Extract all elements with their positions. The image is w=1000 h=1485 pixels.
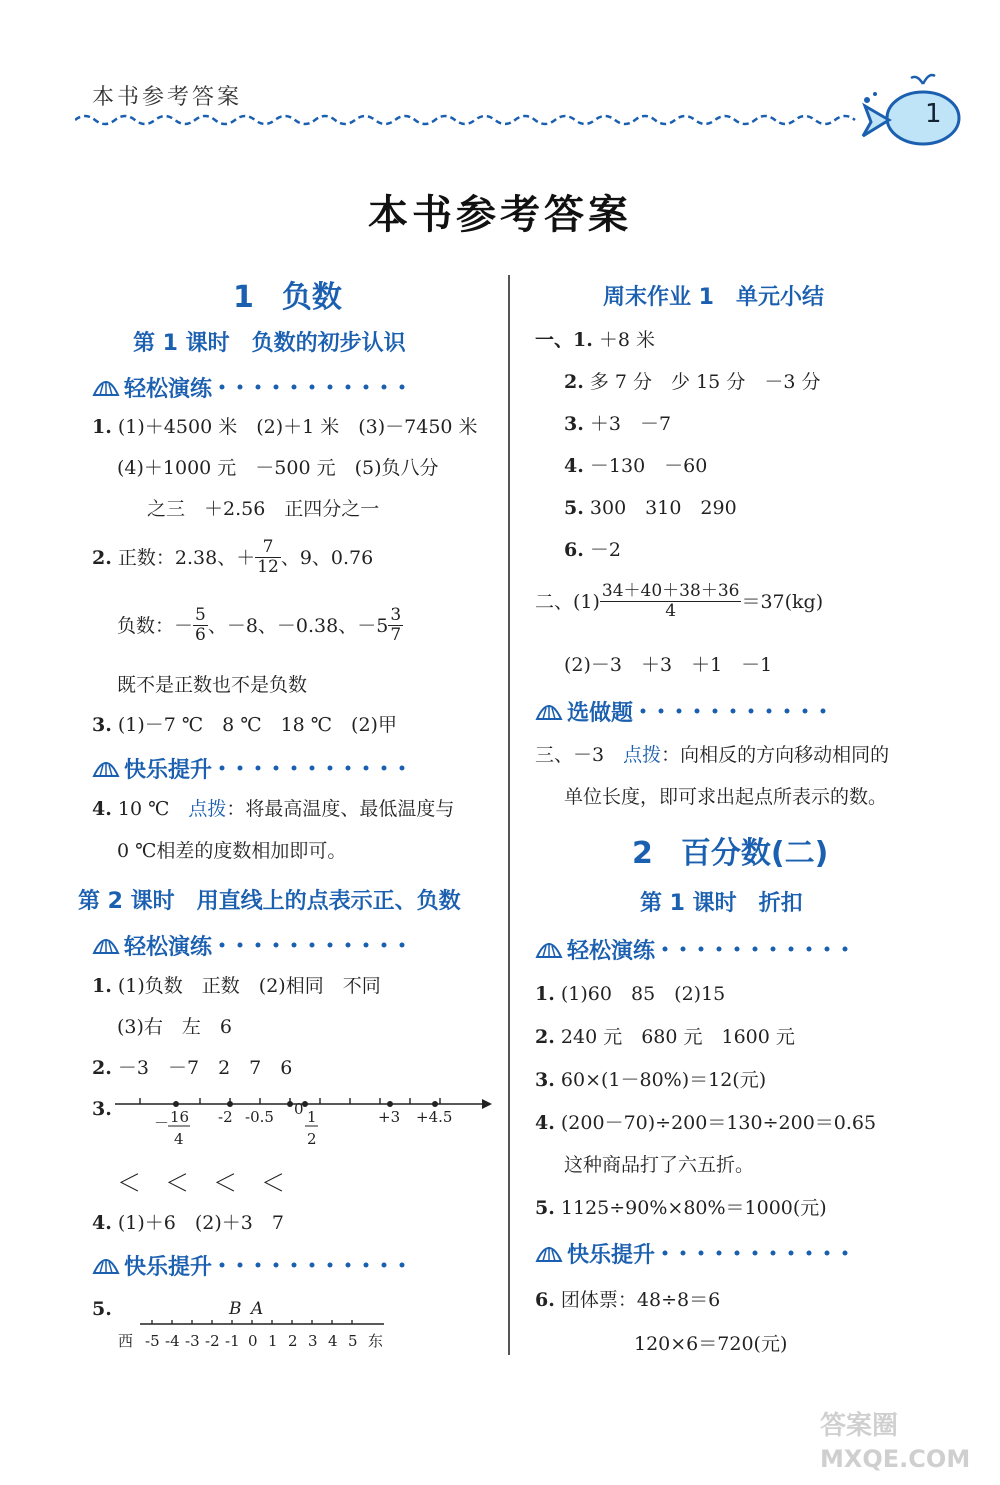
answer-item: 0 ℃相差的度数相加即可。	[117, 840, 347, 862]
section-easy-practice	[535, 934, 861, 964]
running-title: 本书参考答案	[92, 85, 243, 110]
tick-label: -0.5	[245, 1108, 274, 1126]
page-title: 本书参考答案	[368, 192, 632, 238]
answer-item: 4. (1)＋6 (2)＋3 7	[92, 1212, 284, 1234]
answer-item: 二、(1) $\frac{34+40+38+36}{4}$ ＝37(kg)	[535, 581, 824, 621]
dots-decoration	[639, 706, 839, 716]
tick-label: 0	[248, 1332, 258, 1350]
tick-label: -1	[225, 1332, 240, 1350]
shell-icon	[535, 937, 563, 961]
section-easy-practice	[92, 930, 418, 960]
answer-item: 之三 ＋2.56 正四分之一	[147, 498, 380, 520]
fraction: $\frac{7}{12}$	[257, 537, 279, 577]
fraction: $\frac{3}{7}$	[390, 605, 402, 645]
page-number: 1	[925, 99, 942, 129]
shell-icon	[92, 756, 120, 780]
answer-item: (4)＋1000 元 －500 元 (5)负八分	[117, 457, 439, 479]
answer-item: 3. (1)－7 ℃ 8 ℃ 18 ℃ (2)甲	[92, 714, 397, 736]
section-optional	[535, 696, 839, 726]
answer-item: 三、－3 点拨：向相反的方向移动相同的	[535, 744, 890, 766]
answer-item: 单位长度，即可求出起点所表示的数。	[564, 786, 888, 808]
point-label-a: A	[251, 1299, 264, 1319]
answer-item: 4. －130 －60	[564, 455, 708, 477]
section-label: 轻松演练	[124, 376, 213, 402]
answer-item: 6. 团体票：48÷8＝6	[535, 1289, 721, 1311]
tick-label: +4.5	[416, 1108, 453, 1126]
answer-item: 2. 240 元 680 元 1600 元	[535, 1026, 795, 1048]
tick-label: -2	[218, 1108, 233, 1126]
tick-label-den: 4	[174, 1130, 184, 1148]
watermark-url: MXQE.COM	[820, 1445, 971, 1473]
dots-decoration	[218, 382, 418, 392]
tick-label: +3	[378, 1108, 401, 1126]
point-label-b: B	[229, 1299, 242, 1319]
answer-item: 4. (200－70)÷200＝130÷200＝0.65	[535, 1112, 877, 1134]
answer-item: (2)－3 ＋3 ＋1 －1	[564, 654, 773, 676]
lesson-title: 第 1 课时 折扣	[640, 891, 803, 916]
number-line-q3	[110, 1088, 500, 1158]
answer-item: 这种商品打了六五折。	[564, 1154, 755, 1176]
whale-icon	[855, 70, 965, 150]
answer-item: 3. ＋3 －7	[564, 413, 672, 435]
chapter-2-heading	[632, 828, 828, 872]
chapter-name: 负数	[281, 280, 342, 315]
answer-item: 一、1. ＋8 米	[535, 329, 656, 351]
answer-item: 3.	[92, 1098, 112, 1120]
section-happy-improve	[92, 1250, 418, 1280]
answer-item: 1. (1)60 85 (2)15	[535, 983, 726, 1005]
shell-icon	[535, 1241, 563, 1265]
west-label: 西	[118, 1332, 134, 1350]
tick-label: 2	[307, 1130, 317, 1148]
answer-item: 5. 1125÷90%×80%＝1000(元)	[535, 1197, 827, 1219]
dots-decoration	[661, 944, 861, 954]
chapter-1-heading	[233, 272, 342, 316]
column-divider	[508, 275, 510, 1355]
weekend-title: 周末作业 1 单元小结	[603, 285, 824, 310]
answer-item: 既不是正数也不是负数	[117, 674, 308, 696]
lesson-title: 第 1 课时 负数的初步认识	[133, 331, 406, 356]
answer-item: 5. 300 310 290	[564, 497, 737, 519]
answer-item: 2. 正数：2.38、＋ $\frac{7}{12}$ 、9、0.76	[92, 537, 374, 577]
answer-item: 2. 多 7 分 少 15 分 －3 分	[564, 371, 821, 393]
dots-decoration	[218, 763, 418, 773]
chapter-number: 1	[233, 280, 254, 315]
dots-decoration	[661, 1248, 861, 1258]
tick-label: -5	[145, 1332, 160, 1350]
tick-label: -2	[205, 1332, 220, 1350]
answer-item: 1. (1)＋4500 米 (2)＋1 米 (3)－7450 米	[92, 416, 478, 438]
tick-label: 0	[294, 1100, 304, 1118]
section-label: 轻松演练	[567, 938, 656, 964]
comparison-signs: ＜ ＜ ＜ ＜	[117, 1169, 285, 1197]
answer-item: 3. 60×(1－80%)＝12(元)	[535, 1069, 767, 1091]
shell-icon	[535, 699, 563, 723]
tick-label: 4	[328, 1332, 338, 1350]
tick-label: 1	[307, 1108, 317, 1126]
chapter-number: 2	[632, 836, 653, 871]
tick-label-minus: －	[154, 1114, 170, 1132]
answer-item: (3)右 左 6	[117, 1016, 233, 1038]
shell-icon	[92, 1253, 120, 1277]
tick-label: 2	[288, 1332, 298, 1350]
lesson-title: 第 2 课时 用直线上的点表示正、负数	[78, 889, 461, 914]
hint-label: 点拨	[188, 798, 227, 820]
east-label: 东	[368, 1332, 384, 1350]
dots-decoration	[218, 940, 418, 950]
watermark-text: 答案圈	[820, 1411, 899, 1441]
shell-icon	[92, 933, 120, 957]
tick-label: 3	[308, 1332, 318, 1350]
section-label: 快乐提升	[124, 757, 213, 783]
section-label: 快乐提升	[124, 1254, 213, 1280]
section-happy-improve	[92, 753, 418, 783]
answer-item: 2. －3 －7 2 7 6	[92, 1057, 293, 1079]
section-happy-improve	[535, 1238, 861, 1268]
fraction: $\frac{34+40+38+36}{4}$	[601, 581, 740, 621]
section-label: 快乐提升	[567, 1242, 656, 1268]
section-label: 选做题	[567, 700, 634, 726]
answer-item: 负数：－ $\frac{5}{6}$ 、－8、－0.38、－5 $\frac{3}{7}$	[117, 605, 402, 645]
wave-divider	[75, 110, 865, 130]
tick-label: 5	[348, 1332, 358, 1350]
tick-label: 1	[268, 1332, 278, 1350]
answer-item: 5.	[92, 1298, 112, 1320]
answer-item: 4. 10 ℃ 点拨：将最高温度、最低温度与	[92, 798, 455, 820]
section-easy-practice	[92, 372, 418, 402]
number-line-q5	[112, 1294, 412, 1356]
section-label: 轻松演练	[124, 934, 213, 960]
tick-label-num: 16	[170, 1108, 190, 1126]
fraction: $\frac{5}{6}$	[195, 605, 206, 645]
chapter-name: 百分数(二)	[680, 836, 829, 871]
tick-label: -3	[185, 1332, 200, 1350]
hint-label: 点拨	[623, 744, 662, 766]
dots-decoration	[218, 1260, 418, 1270]
answer-item: 120×6＝720(元)	[634, 1333, 788, 1355]
answer-item: 6. －2	[564, 539, 621, 561]
tick-label: -4	[165, 1332, 180, 1350]
answer-item: 1. (1)负数 正数 (2)相同 不同	[92, 975, 381, 997]
shell-icon	[92, 375, 120, 399]
